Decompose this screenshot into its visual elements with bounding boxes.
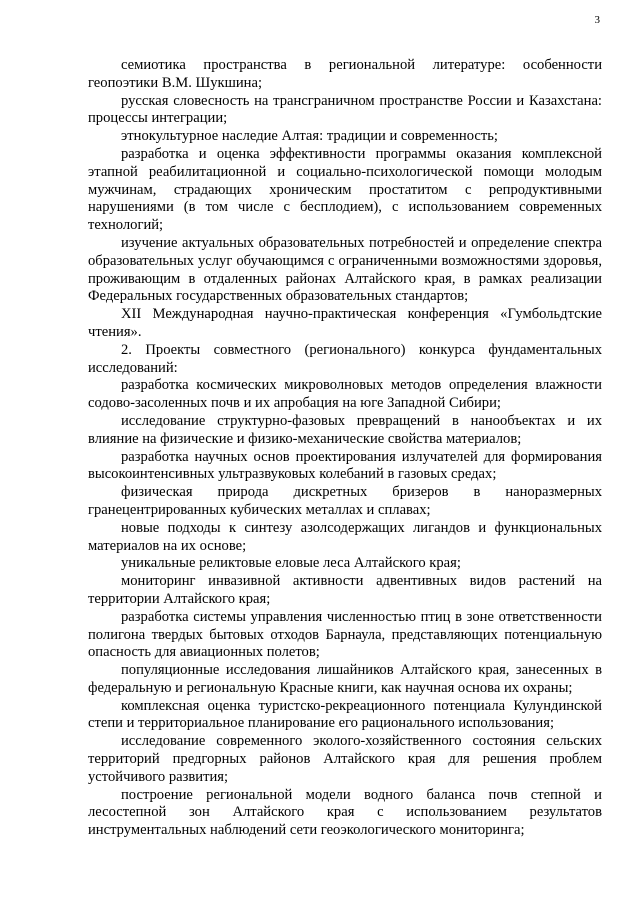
section-heading: 2. Проекты совместного (регионального) конкурса фундаментальных исследований: <box>88 341 602 376</box>
paragraph: разработка космических микроволновых методов определения влажности содово-засоленных почв и их апробация на юге Западной Сибири; <box>88 377 602 412</box>
paragraph: исследование структурно-фазовых превращений в нанообъектах и их влияние на физические и физико-механические свойства материалов; <box>88 412 602 447</box>
paragraph: уникальные реликтовые еловые леса Алтайского края; <box>121 555 461 572</box>
paragraph: разработка научных основ проектирования излучателей для формирования высокоинтенсивных ультразвуковых колебаний в газовых средах; <box>88 448 602 483</box>
document-body <box>88 57 602 840</box>
paragraph: популяционные исследования лишайников Алтайского края, занесенных в федеральную и региональную Красные книги, как научная основа их охраны; <box>88 662 602 696</box>
paragraph: этнокультурное наследие Алтая: традиции и современность; <box>121 128 498 145</box>
page-number: 3 <box>594 14 600 26</box>
paragraph: разработка системы управления численностью птиц в зоне ответственности полигона твердых бытовых отходов Барнаула, представляющих потенциальную опасность для авиационных полетов; <box>88 608 602 661</box>
paragraph: разработка и оценка эффективности программы оказания комплексной этапной реабилитационной и социально-психологической помощи молодым мужчинам, страдающих хроническим простатитом с репродуктивными нарушениями (в том числе с бесплодием), с использованием современных технологий; <box>88 145 602 234</box>
paragraph: новые подходы к синтезу азолсодержащих лигандов и функциональных материалов на их основе; <box>88 519 602 554</box>
paragraph: семиотика пространства в региональной литературе: особенности геопоэтики В.М. Шукшина; <box>88 57 602 91</box>
paragraph: исследование современного эколого-хозяйственного состояния сельских территорий предгорных районов Алтайского края для решения проблем устойчивого развития; <box>88 733 602 785</box>
paragraph: XII Международная научно-практическая конференция «Гумбольдтские чтения». <box>88 306 602 340</box>
paragraph: русская словесность на трансграничном пространстве России и Казахстана: процессы интеграции; <box>88 92 602 127</box>
paragraph: изучение актуальных образовательных потребностей и определение спектра образовательных услуг обучающимся с ограниченными возможностями здоровья, проживающим в отдаленных районах Алтайского края, в рамках реализации Федеральных государственных образовательных стандартов; <box>88 234 602 305</box>
paragraph: комплексная оценка туристско-рекреационного потенциала Кулундинской степи и территориальное планирование его рационального использования; <box>88 697 602 732</box>
paragraph: физическая природа дискретных бризеров в наноразмерных гранецентрированных кубических металлах и сплавах; <box>88 484 602 518</box>
paragraph: построение региональной модели водного баланса почв степной и лесостепной зон Алтайского края с использованием результатов инструментальных наблюдений сети геоэкологического мониторинга; <box>88 786 602 839</box>
paragraph: мониторинг инвазивной активности адвентивных видов растений на территории Алтайского края; <box>88 573 602 607</box>
